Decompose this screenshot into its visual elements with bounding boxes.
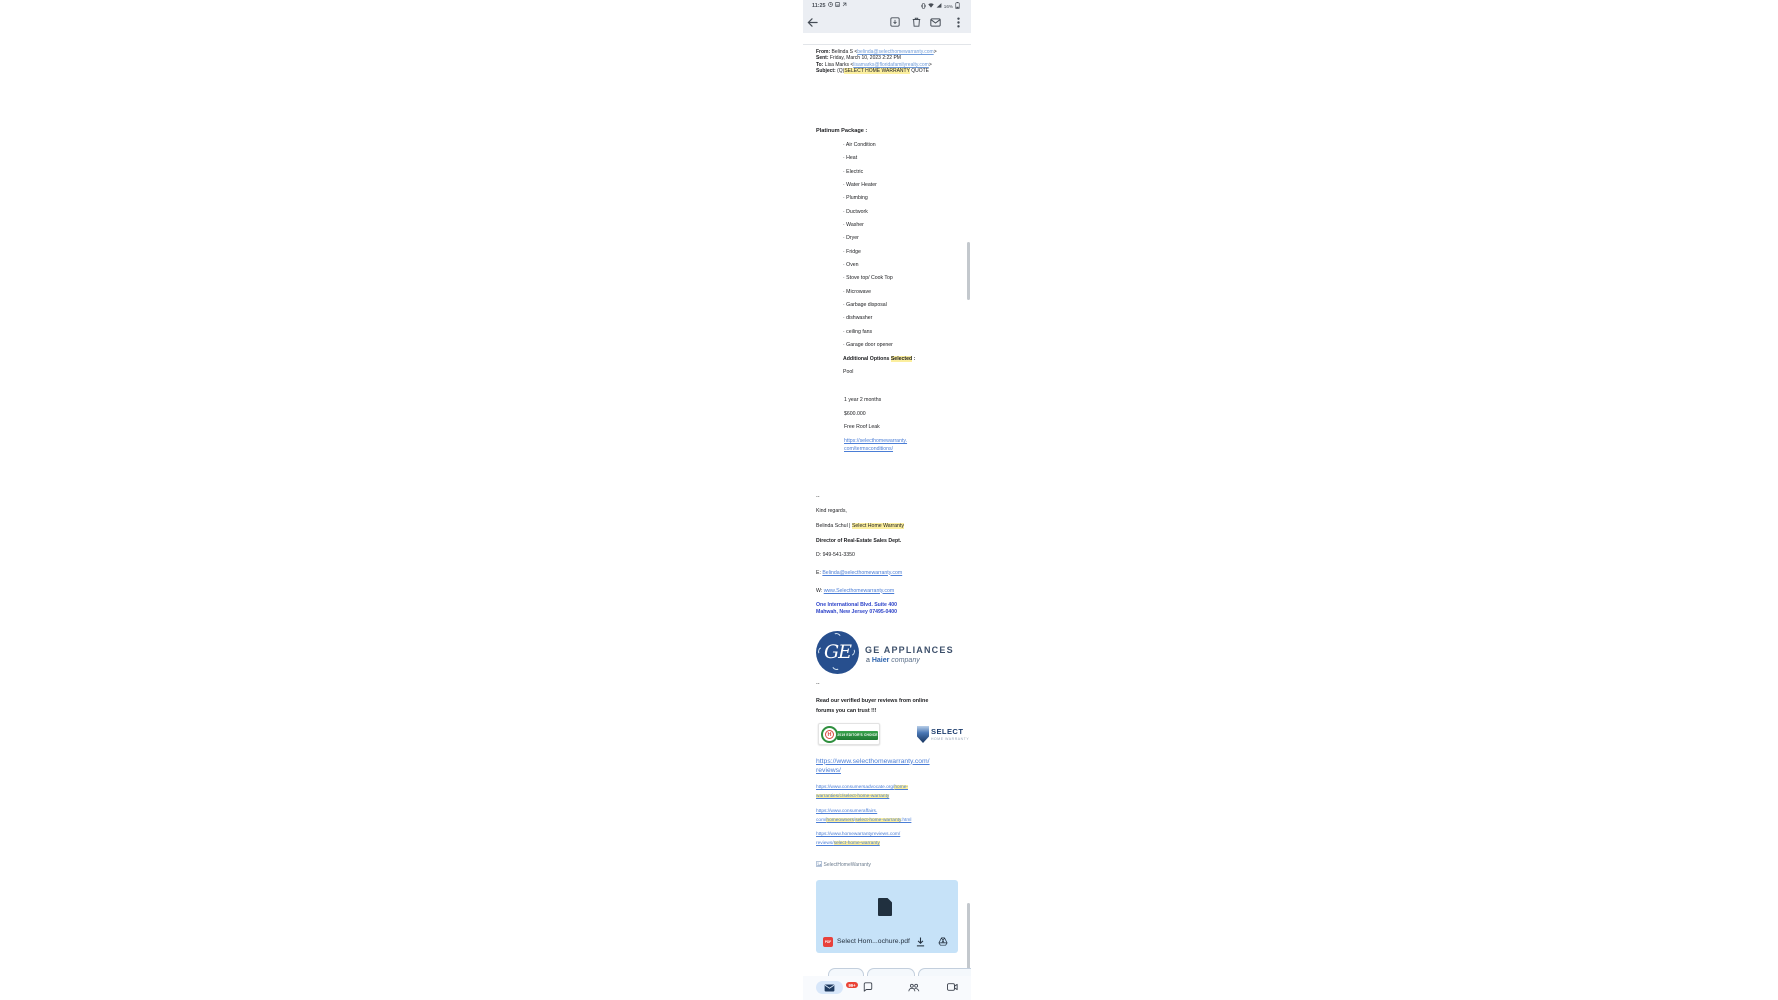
signature-address-2: Mahwah, New Jersey 07495-0400 <box>816 609 898 615</box>
list-item: · Stove top/ Cook Top <box>843 272 915 285</box>
subject-highlight: SELECT HOME WARRANTY <box>844 68 910 75</box>
sent-line: Sent: Friday, March 10, 2023 2:22 PM <box>816 55 901 62</box>
reviews-dashes: -- <box>816 681 820 687</box>
list-item: · Fridge <box>843 246 915 259</box>
mail-unread-button[interactable] <box>928 15 942 29</box>
file-icon <box>878 898 892 916</box>
scrollbar-thumb[interactable] <box>967 242 970 300</box>
signature-phone: D: 949-541-3350 <box>816 551 855 558</box>
attachment-filename: Select Hom...ochure.pdf <box>837 937 910 945</box>
consumeraffairs-link[interactable]: https://www.consumeraffairs. com/homeownersselect-home-warranty.html <box>816 808 912 823</box>
ge-monogram: GE <box>823 640 852 663</box>
save-to-drive-button[interactable] <box>936 935 949 948</box>
list-item: · Air Condition <box>843 139 915 152</box>
spaces-icon <box>908 983 920 992</box>
attachment-card[interactable] <box>816 880 958 953</box>
additional-option-item: Pool <box>843 368 854 375</box>
broken-image-alt-text: SelectHomeWarranty <box>823 861 871 868</box>
ge-logo <box>816 631 859 674</box>
company-highlight: Select Home Warranty <box>851 523 904 529</box>
reviews-line-2: forums you can trust !!! <box>816 707 877 714</box>
signature-email-link[interactable]: Belinda@selecthomewarranty.com <box>822 569 903 576</box>
broken-image-icon <box>816 861 822 870</box>
status-time: 11:25 <box>812 2 826 9</box>
list-item: · Dryer <box>843 232 915 245</box>
pdf-icon: PDF <box>823 937 833 947</box>
list-item: · Garbage disposal <box>843 299 915 312</box>
ge-name: GE APPLIANCES <box>865 645 954 655</box>
signature-web: W: www.Selecthomewarranty.com <box>816 587 895 594</box>
list-item: · Water Heater <box>843 179 915 192</box>
to-line: To: Lisa Marks <lisamarks@floridafamilyrealty.com> <box>816 61 932 68</box>
shield-icon <box>917 726 929 743</box>
more-options-button[interactable] <box>951 15 965 29</box>
from-email-link[interactable]: belinda@selecthomewarranty.com <box>857 49 934 55</box>
nav-mail-tab[interactable] <box>816 981 856 994</box>
quote-term: 1 year 2 months <box>844 396 882 403</box>
list-item: · ceiling fans <box>843 326 915 339</box>
notification-icon <box>842 2 847 9</box>
download-button[interactable] <box>914 935 927 948</box>
ge-tagline: a Haier company <box>866 657 920 664</box>
status-bar <box>803 0 971 12</box>
signature-email: E: Belinda@selecthomewarranty.com <box>816 569 903 576</box>
wifi-icon <box>928 3 934 9</box>
vibrate-icon <box>921 3 926 10</box>
signal-icon <box>936 3 942 9</box>
unread-badge: 99+ <box>845 981 859 989</box>
list-item: · Heat <box>843 152 915 165</box>
select-badge-name: SELECT <box>931 726 964 736</box>
list-item: · Oven <box>843 259 915 272</box>
header-divider <box>803 44 971 45</box>
battery-icon <box>955 2 960 10</box>
broken-image-placeholder <box>816 861 871 870</box>
consumersadvocate-link[interactable]: https://www.consumersadvocate.org/home- warranties/c/select-home-warranty <box>816 784 908 799</box>
to-email-link[interactable]: lisamarks@floridafamilyrealty.com <box>853 61 929 68</box>
signature-name: Belinda Schul | Select Home Warranty <box>816 523 904 529</box>
mail-icon <box>824 984 835 992</box>
archive-button[interactable] <box>888 15 902 29</box>
email-toolbar <box>803 13 971 33</box>
select-badge-sub: HOME WARRANTY <box>931 736 970 741</box>
scrollbar-thumb[interactable] <box>967 903 970 975</box>
badge-emblem-icon: H <box>821 726 838 743</box>
signature-web-link[interactable]: www.Selecthomewarranty.com <box>823 587 895 594</box>
chat-icon <box>863 982 873 992</box>
nav-meet-tab[interactable] <box>938 980 966 994</box>
selected-highlight: Selected <box>890 355 913 362</box>
bottom-nav <box>803 976 971 1000</box>
editors-choice-badge <box>818 723 880 745</box>
from-line: From: Belinda S <belinda@selecthomewarranty.com> <box>816 49 937 55</box>
video-camera-icon <box>947 983 958 991</box>
battery-percent: 16% <box>943 3 953 9</box>
image-icon <box>835 2 840 9</box>
signature-dashes: -- <box>816 494 820 500</box>
package-title: Platinum Package : <box>816 128 868 134</box>
signature-title: Director of Real-Estate Sales Dept. <box>816 537 902 544</box>
drive-icon <box>938 937 948 946</box>
list-item: · Garage door opener <box>843 339 915 352</box>
quote-price: $600.000 <box>844 410 866 417</box>
homewarrantyreviews-link[interactable]: https://www.homewarrantyreviews.com/ reviews/select-home-warranty <box>816 831 901 846</box>
phone-screen <box>803 0 971 1000</box>
list-item: · Washer <box>843 219 915 232</box>
subject-line: Subject: (Q)SELECT HOME WARRANTY QUOTE <box>816 68 929 75</box>
additional-options-line: Additional Options Selected : <box>843 355 916 362</box>
quote-bonus: Free Roof Leak <box>844 424 880 430</box>
terms-link[interactable]: https://selecthomewarranty. com/termsconditions/ <box>844 438 908 453</box>
list-item: · Plumbing <box>843 192 915 205</box>
list-item: · Microwave <box>843 286 915 299</box>
back-button[interactable] <box>805 15 819 29</box>
alarm-icon <box>828 2 833 9</box>
signature-address-1: One International Blvd. Suite 400 <box>816 601 898 608</box>
badge-ribbon: 2019 EDITOR'S CHOICE <box>837 731 878 740</box>
nav-chat-tab[interactable] <box>854 980 882 994</box>
list-item: · Ductwork <box>843 206 915 219</box>
list-item: · Electric <box>843 166 915 179</box>
shw-reviews-link[interactable]: https://www.selecthomewarranty.com/ reviews/ <box>816 757 930 775</box>
signature-regards: Kind regards, <box>816 508 847 514</box>
package-list <box>843 139 915 379</box>
delete-button[interactable] <box>909 15 923 29</box>
download-icon <box>916 937 925 947</box>
nav-spaces-tab[interactable] <box>900 980 928 994</box>
reviews-line-1: Read our verified buyer reviews from online <box>816 697 929 704</box>
list-item: · dishwasher <box>843 312 915 325</box>
